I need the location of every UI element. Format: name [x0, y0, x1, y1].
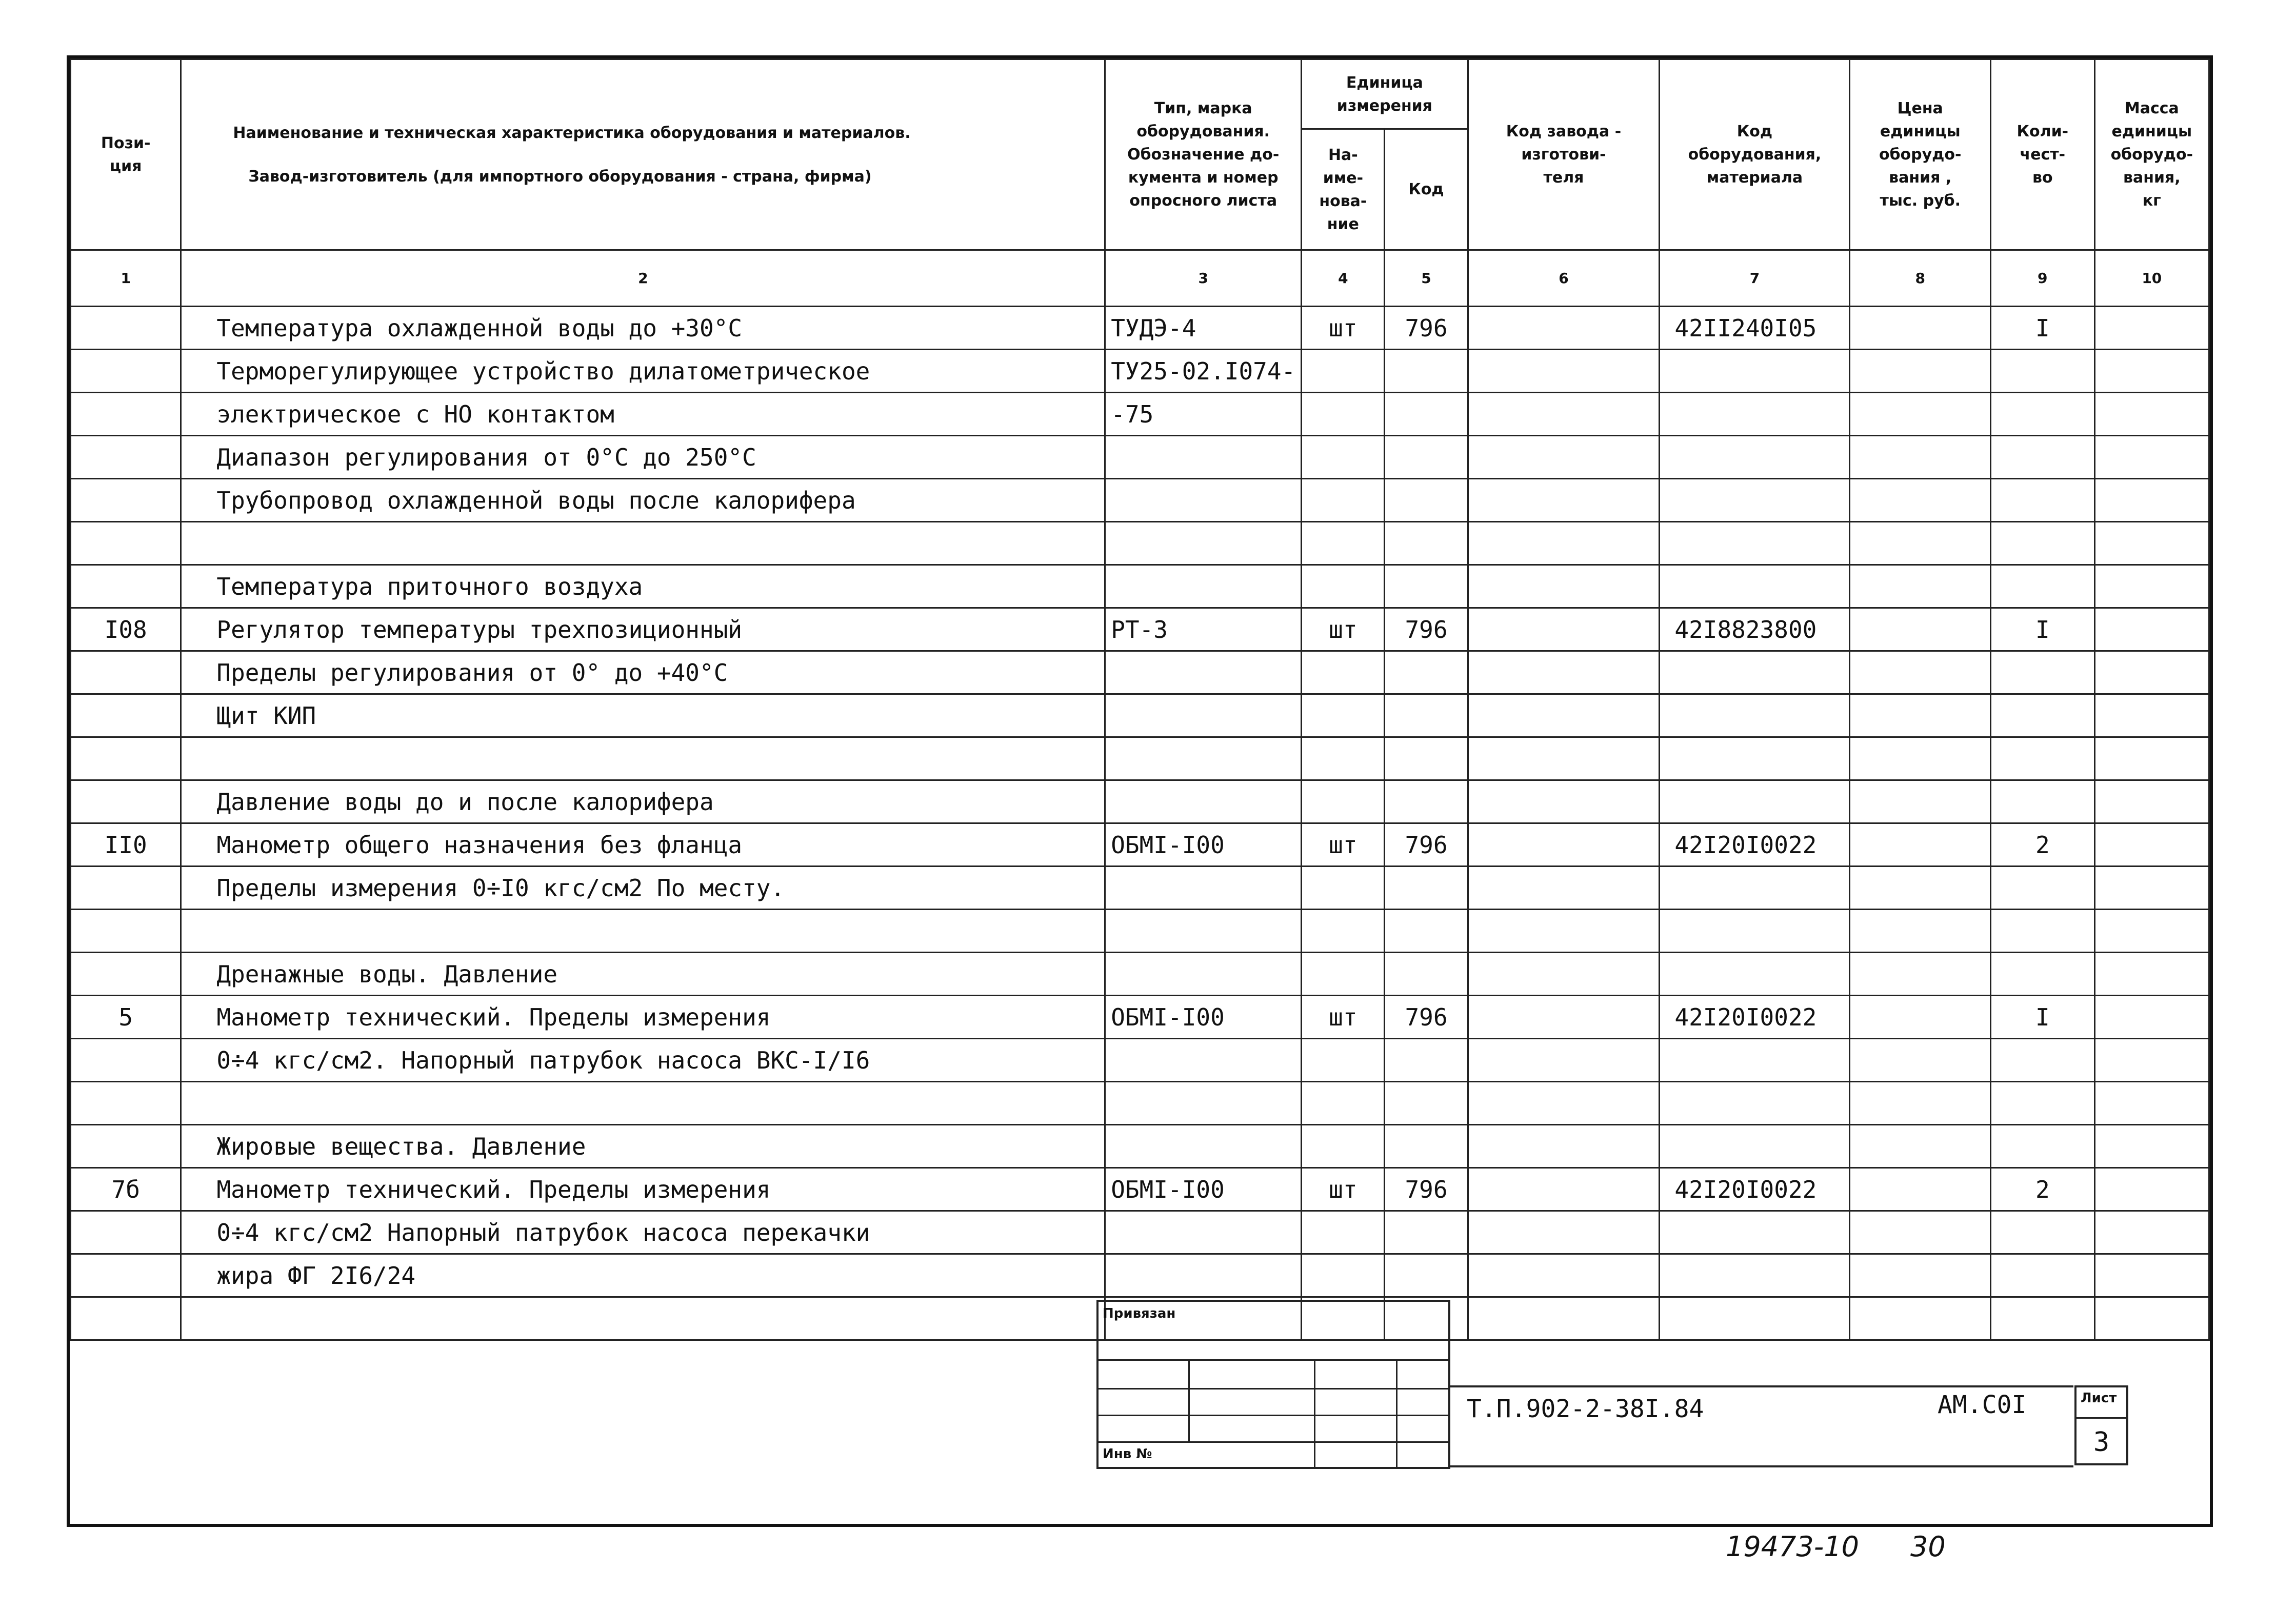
row-quantity — [1990, 393, 2094, 436]
table-row — [71, 953, 2209, 996]
row-quantity: I — [1990, 307, 2094, 350]
row-quantity — [1990, 1082, 2094, 1125]
header-quantity: Коли- чест- во — [1990, 59, 2094, 250]
row-equipment-code — [1660, 694, 1850, 737]
row-mass — [2094, 867, 2209, 910]
row-mass — [2094, 436, 2209, 479]
table-row — [71, 651, 2209, 694]
row-price — [1850, 1254, 1990, 1297]
sheet-code: АМ.С0I — [1938, 1391, 2027, 1419]
row-name: Трубопровод охлажденной воды после калорифера — [181, 479, 1105, 522]
row-quantity — [1990, 694, 2094, 737]
row-type: ОБМI-I00 — [1105, 1168, 1302, 1211]
row-price — [1850, 1211, 1990, 1254]
row-mass — [2094, 1297, 2209, 1340]
row-position — [71, 651, 181, 694]
header-name: Наименование и техническая характеристика оборудования и материалов. Завод-изготовитель (для импортного оборудования - страна, фирма) — [181, 59, 1105, 250]
row-equipment-code — [1660, 780, 1850, 823]
row-unit: шт — [1302, 608, 1385, 651]
row-type — [1105, 1082, 1302, 1125]
row-quantity: I — [1990, 608, 2094, 651]
row-equipment-code — [1660, 910, 1850, 953]
row-unit — [1302, 1211, 1385, 1254]
row-unit-code — [1385, 694, 1468, 737]
row-mass — [2094, 1082, 2209, 1125]
row-type — [1105, 694, 1302, 737]
row-unit-code — [1385, 780, 1468, 823]
row-unit — [1302, 953, 1385, 996]
row-equipment-code — [1660, 1297, 1850, 1340]
row-mass — [2094, 910, 2209, 953]
row-equipment-code — [1660, 350, 1850, 393]
table-row — [71, 479, 2209, 522]
row-mass — [2094, 780, 2209, 823]
inventory-label: Инв № — [1103, 1446, 1152, 1462]
row-quantity — [1990, 867, 2094, 910]
row-equipment-code: 42I8823800 — [1660, 608, 1850, 651]
row-name: Диапазон регулирования от 0°C до 250°C — [181, 436, 1105, 479]
row-quantity — [1990, 1211, 2094, 1254]
row-position — [71, 1082, 181, 1125]
row-equipment-code — [1660, 1039, 1850, 1082]
row-quantity — [1990, 910, 2094, 953]
row-maker-code — [1468, 1125, 1660, 1168]
row-name: Давление воды до и после калорифера — [181, 780, 1105, 823]
row-price — [1850, 1039, 1990, 1082]
row-position — [71, 1039, 181, 1082]
row-position — [71, 1125, 181, 1168]
row-price — [1850, 651, 1990, 694]
row-mass — [2094, 1125, 2209, 1168]
row-price — [1850, 436, 1990, 479]
column-number: 3 — [1105, 250, 1302, 307]
row-type — [1105, 651, 1302, 694]
row-quantity — [1990, 436, 2094, 479]
row-name — [181, 1082, 1105, 1125]
row-price — [1850, 996, 1990, 1039]
table-row — [71, 1211, 2209, 1254]
row-type — [1105, 1039, 1302, 1082]
row-name: Регулятор температуры трехпозиционный — [181, 608, 1105, 651]
table-row — [71, 910, 2209, 953]
table-row — [71, 307, 2209, 350]
row-quantity — [1990, 1039, 2094, 1082]
row-equipment-code — [1660, 651, 1850, 694]
document-code: Т.П.902-2-38I.84 — [1467, 1395, 1704, 1423]
row-position — [71, 867, 181, 910]
row-position — [71, 1211, 181, 1254]
row-price — [1850, 522, 1990, 565]
row-equipment-code — [1660, 393, 1850, 436]
row-type — [1105, 953, 1302, 996]
row-quantity: I — [1990, 996, 2094, 1039]
row-type: ТУ25-02.I074- — [1105, 350, 1302, 393]
table-row — [71, 1168, 2209, 1211]
row-maker-code — [1468, 479, 1660, 522]
header-unit-code: Код — [1385, 129, 1468, 250]
table-row — [71, 393, 2209, 436]
header-position: Пози- ция — [71, 59, 181, 250]
row-position — [71, 780, 181, 823]
row-unit-code: 796 — [1385, 823, 1468, 867]
row-quantity — [1990, 953, 2094, 996]
column-number: 9 — [1990, 250, 2094, 307]
row-maker-code — [1468, 651, 1660, 694]
row-equipment-code: 42II240I05 — [1660, 307, 1850, 350]
row-unit — [1302, 1254, 1385, 1297]
row-price — [1850, 1297, 1990, 1340]
row-type: РТ-3 — [1105, 608, 1302, 651]
row-name: Пределы регулирования от 0° до +40°C — [181, 651, 1105, 694]
row-unit-code — [1385, 350, 1468, 393]
row-position — [71, 694, 181, 737]
row-position: I08 — [71, 608, 181, 651]
row-equipment-code — [1660, 953, 1850, 996]
row-price — [1850, 737, 1990, 780]
row-position — [71, 522, 181, 565]
row-name: Пределы измерения 0÷I0 кгс/см2 По месту. — [181, 867, 1105, 910]
bound-label: Привязан — [1103, 1306, 1176, 1321]
header-row — [71, 59, 2209, 129]
row-maker-code — [1468, 823, 1660, 867]
row-position — [71, 479, 181, 522]
row-unit-code — [1385, 1039, 1468, 1082]
row-price — [1850, 910, 1990, 953]
row-name: Манометр общего назначения без фланца — [181, 823, 1105, 867]
row-type — [1105, 867, 1302, 910]
row-unit — [1302, 651, 1385, 694]
header-type: Тип, марка оборудования. Обозначение до- кумента и номер опросного листа — [1105, 59, 1302, 250]
row-name — [181, 522, 1105, 565]
row-type — [1105, 737, 1302, 780]
row-unit-code: 796 — [1385, 996, 1468, 1039]
row-name: Температура приточного воздуха — [181, 565, 1105, 608]
row-name: 0÷4 кгс/см2. Напорный патрубок насоса ВКС-I/I6 — [181, 1039, 1105, 1082]
row-price — [1850, 780, 1990, 823]
row-maker-code — [1468, 307, 1660, 350]
row-unit — [1302, 910, 1385, 953]
row-position — [71, 1254, 181, 1297]
row-type — [1105, 522, 1302, 565]
header-unit-mass: Масса единицы оборудо- вания, кг — [2094, 59, 2209, 250]
row-unit-code — [1385, 436, 1468, 479]
row-unit-code — [1385, 910, 1468, 953]
row-maker-code — [1468, 393, 1660, 436]
row-type — [1105, 565, 1302, 608]
row-equipment-code — [1660, 737, 1850, 780]
table-row — [71, 1125, 2209, 1168]
row-unit-code — [1385, 1254, 1468, 1297]
table-row — [71, 1254, 2209, 1297]
row-name: Температура охлажденной воды до +30°C — [181, 307, 1105, 350]
row-price — [1850, 1082, 1990, 1125]
table-row — [71, 1039, 2209, 1082]
row-unit-code — [1385, 565, 1468, 608]
row-name — [181, 910, 1105, 953]
row-unit-code — [1385, 867, 1468, 910]
row-mass — [2094, 651, 2209, 694]
row-price — [1850, 350, 1990, 393]
column-number: 8 — [1850, 250, 1990, 307]
row-position — [71, 910, 181, 953]
row-type — [1105, 479, 1302, 522]
row-maker-code — [1468, 996, 1660, 1039]
row-mass — [2094, 996, 2209, 1039]
row-unit — [1302, 1082, 1385, 1125]
row-quantity — [1990, 1125, 2094, 1168]
table-row — [71, 565, 2209, 608]
row-maker-code — [1468, 780, 1660, 823]
header-equipment-code: Код оборудования, материала — [1660, 59, 1850, 250]
row-unit-code: 796 — [1385, 307, 1468, 350]
row-equipment-code — [1660, 565, 1850, 608]
row-name: Щит КИП — [181, 694, 1105, 737]
row-quantity — [1990, 350, 2094, 393]
row-equipment-code — [1660, 1125, 1850, 1168]
row-equipment-code: 42I20I0022 — [1660, 1168, 1850, 1211]
table-row — [71, 867, 2209, 910]
column-number: 1 — [71, 250, 181, 307]
row-price — [1850, 867, 1990, 910]
copy-number: 19473-10 — [1726, 1531, 1859, 1563]
row-quantity — [1990, 737, 2094, 780]
row-unit — [1302, 522, 1385, 565]
row-maker-code — [1468, 953, 1660, 996]
row-maker-code — [1468, 1297, 1660, 1340]
row-equipment-code: 42I20I0022 — [1660, 996, 1850, 1039]
row-type — [1105, 1125, 1302, 1168]
row-quantity — [1990, 565, 2094, 608]
row-price — [1850, 1125, 1990, 1168]
row-mass — [2094, 1168, 2209, 1211]
row-unit — [1302, 1125, 1385, 1168]
table-row — [71, 608, 2209, 651]
table-row — [71, 1082, 2209, 1125]
row-maker-code — [1468, 436, 1660, 479]
row-type — [1105, 1254, 1302, 1297]
row-unit-code — [1385, 953, 1468, 996]
row-position: II0 — [71, 823, 181, 867]
sheet-number: 3 — [2077, 1417, 2126, 1464]
row-unit-code — [1385, 737, 1468, 780]
row-unit-code: 796 — [1385, 1168, 1468, 1211]
row-quantity — [1990, 1297, 2094, 1340]
row-position — [71, 307, 181, 350]
table-row — [71, 737, 2209, 780]
header-unit-name: На- име- нова- ние — [1302, 129, 1385, 250]
row-mass — [2094, 1254, 2209, 1297]
row-unit-code: 796 — [1385, 608, 1468, 651]
row-price — [1850, 953, 1990, 996]
row-quantity: 2 — [1990, 1168, 2094, 1211]
row-price — [1850, 608, 1990, 651]
column-number: 2 — [181, 250, 1105, 307]
row-maker-code — [1468, 694, 1660, 737]
row-quantity — [1990, 651, 2094, 694]
row-type: ОБМI-I00 — [1105, 823, 1302, 867]
row-unit — [1302, 479, 1385, 522]
row-price — [1850, 823, 1990, 867]
binding-stamp — [1096, 1300, 1450, 1469]
row-name — [181, 737, 1105, 780]
row-unit-code — [1385, 1082, 1468, 1125]
row-unit: шт — [1302, 1168, 1385, 1211]
row-type — [1105, 780, 1302, 823]
table-row — [71, 436, 2209, 479]
row-maker-code — [1468, 1211, 1660, 1254]
row-mass — [2094, 479, 2209, 522]
row-equipment-code — [1660, 1211, 1850, 1254]
row-maker-code — [1468, 910, 1660, 953]
row-position — [71, 393, 181, 436]
row-mass — [2094, 737, 2209, 780]
row-type — [1105, 1211, 1302, 1254]
row-unit — [1302, 350, 1385, 393]
row-mass — [2094, 307, 2209, 350]
row-quantity — [1990, 522, 2094, 565]
row-price — [1850, 393, 1990, 436]
row-price — [1850, 694, 1990, 737]
row-mass — [2094, 565, 2209, 608]
table-row — [71, 823, 2209, 867]
row-maker-code — [1468, 737, 1660, 780]
sheet-number-box — [2074, 1385, 2128, 1465]
row-equipment-code — [1660, 522, 1850, 565]
row-maker-code — [1468, 522, 1660, 565]
row-mass — [2094, 1039, 2209, 1082]
column-number-row — [71, 250, 2209, 307]
row-name: Манометр технический. Пределы измерения — [181, 996, 1105, 1039]
row-maker-code — [1468, 1039, 1660, 1082]
row-unit-code — [1385, 522, 1468, 565]
row-equipment-code — [1660, 1082, 1850, 1125]
row-unit — [1302, 780, 1385, 823]
row-position: 7б — [71, 1168, 181, 1211]
row-name: Жировые вещества. Давление — [181, 1125, 1105, 1168]
row-unit: шт — [1302, 823, 1385, 867]
row-name: электрическое с НО контактом — [181, 393, 1105, 436]
row-mass — [2094, 608, 2209, 651]
row-position — [71, 1297, 181, 1340]
row-unit — [1302, 436, 1385, 479]
row-type — [1105, 910, 1302, 953]
row-name: 0÷4 кгс/см2 Напорный патрубок насоса перекачки — [181, 1211, 1105, 1254]
row-quantity — [1990, 1254, 2094, 1297]
row-position: 5 — [71, 996, 181, 1039]
row-price — [1850, 479, 1990, 522]
row-quantity — [1990, 479, 2094, 522]
row-mass — [2094, 393, 2209, 436]
row-unit-code — [1385, 1211, 1468, 1254]
row-type: ОБМI-I00 — [1105, 996, 1302, 1039]
row-unit — [1302, 867, 1385, 910]
specification-table — [70, 58, 2210, 1341]
row-mass — [2094, 350, 2209, 393]
column-number: 10 — [2094, 250, 2209, 307]
row-unit: шт — [1302, 307, 1385, 350]
row-unit — [1302, 694, 1385, 737]
column-number: 5 — [1385, 250, 1468, 307]
column-number: 7 — [1660, 250, 1850, 307]
row-type: ТУДЭ-4 — [1105, 307, 1302, 350]
row-unit-code — [1385, 1125, 1468, 1168]
row-maker-code — [1468, 608, 1660, 651]
row-mass — [2094, 1211, 2209, 1254]
row-maker-code — [1468, 1168, 1660, 1211]
row-unit — [1302, 1039, 1385, 1082]
row-maker-code — [1468, 350, 1660, 393]
row-position — [71, 737, 181, 780]
row-maker-code — [1468, 565, 1660, 608]
row-price — [1850, 1168, 1990, 1211]
row-equipment-code — [1660, 436, 1850, 479]
row-maker-code — [1468, 1082, 1660, 1125]
row-position — [71, 436, 181, 479]
row-position — [71, 953, 181, 996]
column-number: 4 — [1302, 250, 1385, 307]
row-name — [181, 1297, 1105, 1340]
row-equipment-code — [1660, 1254, 1850, 1297]
row-name: жира ФГ 2I6/24 — [181, 1254, 1105, 1297]
sheet-label: Лист — [2081, 1391, 2117, 1406]
row-position — [71, 350, 181, 393]
table-row — [71, 522, 2209, 565]
row-mass — [2094, 823, 2209, 867]
row-price — [1850, 307, 1990, 350]
row-unit — [1302, 393, 1385, 436]
row-unit — [1302, 737, 1385, 780]
page-number: 30 — [1910, 1531, 1946, 1563]
table-row — [71, 996, 2209, 1039]
row-quantity — [1990, 780, 2094, 823]
row-equipment-code — [1660, 867, 1850, 910]
row-mass — [2094, 953, 2209, 996]
row-maker-code — [1468, 867, 1660, 910]
row-type — [1105, 436, 1302, 479]
row-unit: шт — [1302, 996, 1385, 1039]
row-position — [71, 565, 181, 608]
row-unit-code — [1385, 479, 1468, 522]
row-name: Манометр технический. Пределы измерения — [181, 1168, 1105, 1211]
header-unit-group: Единица измерения — [1302, 59, 1468, 129]
table-row — [71, 694, 2209, 737]
table-row — [71, 350, 2209, 393]
row-mass — [2094, 694, 2209, 737]
row-maker-code — [1468, 1254, 1660, 1297]
row-equipment-code — [1660, 479, 1850, 522]
row-unit-code — [1385, 393, 1468, 436]
row-unit — [1302, 565, 1385, 608]
header-maker-code: Код завода - изготови- теля — [1468, 59, 1660, 250]
column-number: 6 — [1468, 250, 1660, 307]
row-name: Дренажные воды. Давление — [181, 953, 1105, 996]
row-type: -75 — [1105, 393, 1302, 436]
row-name: Терморегулирующее устройство дилатометрическое — [181, 350, 1105, 393]
row-quantity: 2 — [1990, 823, 2094, 867]
row-mass — [2094, 522, 2209, 565]
table-row — [71, 780, 2209, 823]
row-equipment-code: 42I20I0022 — [1660, 823, 1850, 867]
row-price — [1850, 565, 1990, 608]
header-unit-price: Цена единицы оборудо- вания , тыс. руб. — [1850, 59, 1990, 250]
row-unit-code — [1385, 651, 1468, 694]
